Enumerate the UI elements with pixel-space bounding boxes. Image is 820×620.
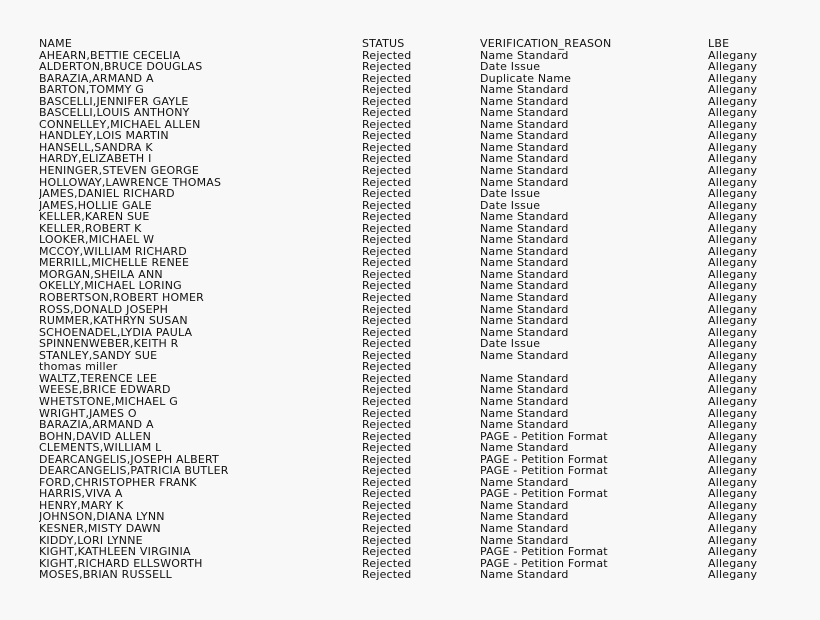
table-row [39,211,788,223]
cell-lbe: Allegany [708,476,758,489]
table-row [39,338,788,350]
cell-status: Rejected [362,442,412,454]
cell-status: Rejected [362,349,412,362]
cell-verification-reason: Name Standard [480,499,569,512]
cell-lbe: Allegany [708,349,758,362]
table-row [39,234,788,246]
cell-lbe: Allegany [708,511,758,523]
cell-name: BASCELLI,JENNIFER GAYLE [39,95,189,108]
header-row [39,38,788,50]
cell-status: Rejected [362,280,412,293]
cell-verification-reason: Date Issue [480,338,541,350]
cell-name: AHEARN,BETTIE CECELIA [39,49,181,62]
table-row [39,269,788,281]
cell-lbe: Allegany [708,534,758,547]
cell-lbe: Allegany [708,188,758,200]
cell-name: WRIGHT,JAMES O [39,407,137,420]
cell-status: Rejected [362,326,412,339]
cell-lbe: Allegany [708,442,758,454]
cell-lbe: Allegany [708,176,758,189]
table-row [39,153,788,165]
table-row [39,454,788,466]
cell-lbe: Allegany [708,165,758,177]
cell-status: Rejected [362,303,412,316]
cell-status: Rejected [362,141,412,154]
cell-lbe: Allegany [708,95,758,108]
cell-name: BARAZIA,ARMAND A [39,419,154,431]
cell-status: Rejected [362,211,412,223]
table-row [39,546,788,558]
cell-name: LOOKER,MICHAEL W [39,234,155,246]
cell-verification-reason: Name Standard [480,107,569,119]
cell-verification-reason: Name Standard [480,257,569,269]
header-status: STATUS [362,38,405,50]
table-row [39,535,788,547]
cell-lbe: Allegany [708,372,758,385]
cell-status: Rejected [362,395,412,408]
cell-name: WHETSTONE,MICHAEL G [39,395,178,408]
cell-status: Rejected [362,268,412,281]
cell-status: Rejected [362,107,412,119]
cell-name: KESNER,MISTY DAWN [39,522,161,535]
cell-status: Rejected [362,522,412,535]
cell-verification-reason: Name Standard [480,349,569,362]
table-row [39,84,788,96]
cell-verification-reason: Name Standard [480,476,569,489]
table-row [39,419,788,431]
cell-verification-reason: PAGE - Petition Format [480,488,608,500]
cell-verification-reason [480,361,708,373]
table-row [39,223,788,235]
cell-status: Rejected [362,165,412,177]
cell-status: Rejected [362,511,412,523]
cell-status: Rejected [362,49,412,62]
table-row [39,130,788,142]
cell-lbe: Allegany [708,257,758,269]
cell-lbe: Allegany [708,407,758,420]
cell-verification-reason: Date Issue [480,199,541,212]
cell-name: SPINNENWEBER,KEITH R [39,338,179,350]
table-row [39,523,788,535]
cell-lbe: Allegany [708,130,758,142]
cell-verification-reason: Name Standard [480,268,569,281]
cell-verification-reason: Name Standard [480,372,569,385]
cell-name: HANDLEY,LOIS MARTIN [39,130,169,142]
table-row [39,119,788,131]
cell-lbe: Allegany [708,361,758,373]
cell-name: WALTZ,TERENCE LEE [39,372,158,385]
cell-status: Rejected [362,292,412,304]
cell-lbe: Allegany [708,315,758,327]
cell-verification-reason: Name Standard [480,384,569,396]
cell-name: HANSELL,SANDRA K [39,141,153,154]
cell-verification-reason: Name Standard [480,118,569,131]
cell-status: Rejected [362,372,412,385]
cell-name: FORD,CHRISTOPHER FRANK [39,476,197,489]
table-row [39,200,788,212]
cell-name: ROBERTSON,ROBERT HOMER [39,292,204,304]
cell-status: Rejected [362,72,412,85]
cell-verification-reason: Name Standard [480,315,569,327]
cell-verification-reason: Name Standard [480,211,569,223]
cell-name: MERRILL,MICHELLE RENEE [39,257,190,269]
records-table [39,38,788,581]
cell-status: Rejected [362,465,412,477]
cell-verification-reason: Name Standard [480,49,569,62]
cell-status: Rejected [362,407,412,420]
cell-lbe: Allegany [708,245,758,258]
cell-status: Rejected [362,199,412,212]
cell-verification-reason: Name Standard [480,569,569,581]
cell-name: MCCOY,WILLIAM RICHARD [39,245,187,258]
cell-status: Rejected [362,176,412,189]
cell-status: Rejected [362,188,412,200]
cell-name: thomas miller [39,361,118,373]
cell-name: DEARCANGELIS,PATRICIA BUTLER [39,465,229,477]
table-row [39,442,788,454]
table-row [39,465,788,477]
cell-name: JOHNSON,DIANA LYNN [39,511,165,523]
cell-name: KIDDY,LORI LYNNE [39,534,143,547]
cell-status: Rejected [362,84,412,96]
table-row [39,292,788,304]
cell-lbe: Allegany [708,338,758,350]
cell-name: KIGHT,RICHARD ELLSWORTH [39,557,203,570]
cell-status: Rejected [362,361,412,373]
cell-name: SCHOENADEL,LYDIA PAULA [39,326,193,339]
cell-lbe: Allegany [708,72,758,85]
table-row [39,96,788,108]
cell-lbe: Allegany [708,326,758,339]
cell-name: HENRY,MARY K [39,499,124,512]
cell-verification-reason: Name Standard [480,407,569,420]
cell-name: ALDERTON,BRUCE DOUGLAS [39,61,203,73]
table-row [39,511,788,523]
table-row [39,327,788,339]
cell-verification-reason: Name Standard [480,280,569,293]
cell-lbe: Allegany [708,546,758,558]
cell-verification-reason: Name Standard [480,395,569,408]
cell-status: Rejected [362,419,412,431]
cell-lbe: Allegany [708,557,758,570]
cell-lbe: Allegany [708,453,758,466]
cell-lbe: Allegany [708,292,758,304]
table-row [39,50,788,62]
table-row [39,500,788,512]
cell-lbe: Allegany [708,61,758,73]
table-row [39,165,788,177]
table-row [39,488,788,500]
cell-name: BOHN,DAVID ALLEN [39,430,152,443]
cell-name: HENINGER,STEVEN GEORGE [39,165,200,177]
table-row [39,107,788,119]
cell-verification-reason: Name Standard [480,419,569,431]
cell-verification-reason: Name Standard [480,511,569,523]
table-row [39,257,788,269]
cell-verification-reason: Name Standard [480,522,569,535]
cell-status: Rejected [362,153,412,166]
cell-name: CLEMENTS,WILLIAM L [39,442,162,454]
cell-lbe: Allegany [708,153,758,166]
cell-lbe: Allegany [708,499,758,512]
table-row [39,73,788,85]
table-row [39,477,788,489]
cell-lbe: Allegany [708,419,758,431]
cell-lbe: Allegany [708,234,758,246]
cell-verification-reason: Name Standard [480,176,569,189]
table-row [39,408,788,420]
table-row [39,188,788,200]
cell-lbe: Allegany [708,107,758,119]
cell-lbe: Allegany [708,384,758,396]
cell-verification-reason: PAGE - Petition Format [480,453,608,466]
cell-lbe: Allegany [708,569,758,581]
cell-lbe: Allegany [708,211,758,223]
cell-verification-reason: Name Standard [480,84,569,96]
cell-verification-reason: PAGE - Petition Format [480,546,608,558]
cell-status: Rejected [362,499,412,512]
cell-verification-reason: Name Standard [480,534,569,547]
table-row [39,142,788,154]
cell-lbe: Allegany [708,395,758,408]
table-row [39,558,788,570]
cell-lbe: Allegany [708,465,758,477]
cell-lbe: Allegany [708,84,758,96]
cell-verification-reason: Name Standard [480,234,569,246]
cell-name: RUMMER,KATHRYN SUSAN [39,315,188,327]
table-row [39,384,788,396]
header-lbe: LBE [708,38,730,50]
cell-name: DEARCANGELIS,JOSEPH ALBERT [39,453,219,466]
cell-status: Rejected [362,130,412,142]
cell-lbe: Allegany [708,280,758,293]
cell-status: Rejected [362,222,412,235]
cell-status: Rejected [362,569,412,581]
cell-status: Rejected [362,430,412,443]
cell-verification-reason: Name Standard [480,165,569,177]
cell-status: Rejected [362,453,412,466]
table-row [39,61,788,73]
cell-verification-reason: PAGE - Petition Format [480,557,608,570]
cell-name: KELLER,KAREN SUE [39,211,150,223]
cell-status: Rejected [362,338,412,350]
cell-status: Rejected [362,534,412,547]
cell-lbe: Allegany [708,199,758,212]
cell-status: Rejected [362,315,412,327]
cell-lbe: Allegany [708,118,758,131]
table-row [39,280,788,292]
cell-verification-reason: PAGE - Petition Format [480,430,608,443]
cell-status: Rejected [362,488,412,500]
cell-status: Rejected [362,61,412,73]
table-row [39,246,788,258]
cell-name: HARRIS,VIVA A [39,488,123,500]
cell-name: MORGAN,SHEILA ANN [39,268,163,281]
cell-name: STANLEY,SANDY SUE [39,349,158,362]
table-row [39,569,788,581]
table-row [39,361,788,373]
cell-name: JAMES,DANIEL RICHARD [39,188,175,200]
table-row [39,304,788,316]
cell-name: KIGHT,KATHLEEN VIRGINIA [39,546,191,558]
table-row [39,373,788,385]
cell-name: MOSES,BRIAN RUSSELL [39,569,172,581]
cell-status: Rejected [362,476,412,489]
cell-verification-reason: Name Standard [480,222,569,235]
cell-lbe: Allegany [708,268,758,281]
cell-verification-reason: Name Standard [480,130,569,142]
cell-name: HOLLOWAY,LAWRENCE THOMAS [39,176,222,189]
cell-name: KELLER,ROBERT K [39,222,142,235]
cell-verification-reason: Duplicate Name [480,72,572,85]
cell-verification-reason: Date Issue [480,188,541,200]
cell-name: WEESE,BRICE EDWARD [39,384,171,396]
cell-status: Rejected [362,245,412,258]
cell-verification-reason: PAGE - Petition Format [480,465,608,477]
cell-lbe: Allegany [708,141,758,154]
cell-verification-reason: Name Standard [480,95,569,108]
table-row [39,315,788,327]
cell-status: Rejected [362,546,412,558]
cell-name: BARAZIA,ARMAND A [39,72,154,85]
table-row [39,396,788,408]
cell-lbe: Allegany [708,49,758,62]
cell-status: Rejected [362,384,412,396]
cell-verification-reason: Name Standard [480,245,569,258]
cell-verification-reason: Date Issue [480,61,541,73]
cell-verification-reason: Name Standard [480,153,569,166]
cell-verification-reason: Name Standard [480,326,569,339]
cell-name: HARDY,ELIZABETH I [39,153,152,166]
cell-lbe: Allegany [708,303,758,316]
cell-name: OKELLY,MICHAEL LORING [39,280,182,293]
cell-verification-reason: Name Standard [480,292,569,304]
cell-name: JAMES,HOLLIE GALE [39,199,152,212]
header-name: NAME [39,38,72,50]
cell-lbe: Allegany [708,222,758,235]
cell-status: Rejected [362,118,412,131]
cell-verification-reason: Name Standard [480,303,569,316]
cell-name: ROSS,DONALD JOSEPH [39,303,169,316]
cell-status: Rejected [362,257,412,269]
cell-name: CONNELLEY,MICHAEL ALLEN [39,118,201,131]
cell-lbe: Allegany [708,430,758,443]
cell-status: Rejected [362,557,412,570]
cell-status: Rejected [362,234,412,246]
cell-name: BASCELLI,LOUIS ANTHONY [39,107,190,119]
cell-verification-reason: Name Standard [480,141,569,154]
cell-name: BARTON,TOMMY G [39,84,144,96]
table-row [39,431,788,443]
cell-lbe: Allegany [708,522,758,535]
table-row [39,350,788,362]
table-row [39,177,788,189]
cell-verification-reason: Name Standard [480,442,569,454]
cell-lbe: Allegany [708,488,758,500]
cell-status: Rejected [362,95,412,108]
header-verification-reason: VERIFICATION_REASON [480,38,612,50]
